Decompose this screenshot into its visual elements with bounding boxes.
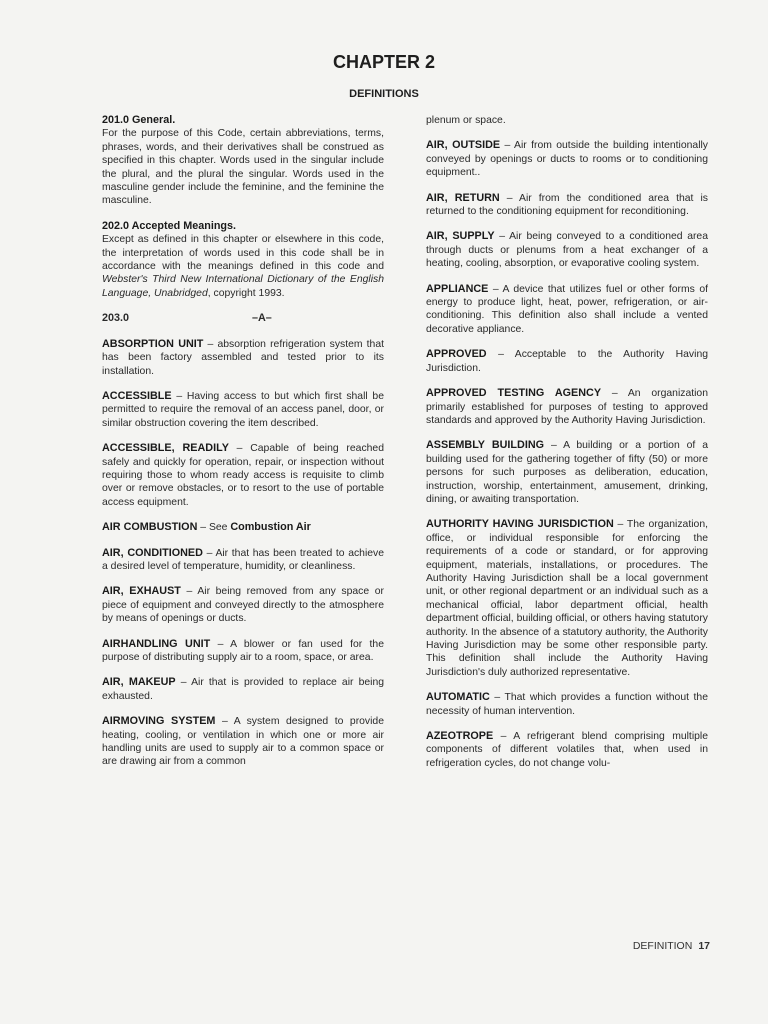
definition-air-outside: [426, 139, 708, 179]
definition-paragraph: [102, 676, 384, 703]
definition-term: AZEOTROPE: [426, 730, 494, 743]
definition-paragraph: [426, 518, 708, 679]
definition-authority-having-jurisdiction: [426, 518, 708, 679]
definition-text: The organization, office, or individual responsible for enforcing the requirements of a code or standard, or for approving equipment, materials, installations, or procedures. The Authority Having Jurisdiction shall be a local government unit, or other regional department or an individual such as a mechanical official, labor department official, health department official, building official, or others having statutory authority. In the absence of a statutory authority, the Authority Having Jurisdiction may be some other responsible party. This definition shall include the Authority Having Jurisdiction's duly authorized representative.: [426, 519, 708, 678]
accepted-meanings-text: [102, 233, 384, 300]
definition-accessible: [102, 390, 384, 430]
definition-paragraph: [426, 691, 708, 718]
chapter-title: CHAPTER 2: [332, 52, 435, 72]
definition-term: AIR, MAKEUP: [102, 676, 176, 689]
definition-paragraph: [102, 638, 384, 665]
definition-term: ACCESSIBLE, READILY: [102, 442, 229, 455]
term-separator: –: [171, 390, 187, 402]
term-separator: –: [203, 338, 218, 350]
definition-text: Air that is provided to replace air being exhausted.: [102, 677, 385, 702]
continuation-text: [426, 114, 708, 127]
general-heading: 201.0 General.: [102, 114, 176, 126]
definition-text: absorption refrigeration system that has been factory assembled and tested prior to its installation.: [102, 338, 384, 377]
continuation-paragraph: plenum or space.: [426, 115, 506, 126]
term-separator: –: [601, 388, 628, 400]
definition-term: AIR, OUTSIDE: [426, 139, 501, 152]
definition-air-return: [426, 192, 708, 219]
accepted-text-part: Except as defined in this chapter or elsewhere in this code, the interpretation of words used in this code shall be in accordance with the meanings defined in this code and: [102, 234, 384, 273]
definition-term: AIR, SUPPLY: [426, 230, 495, 243]
definition-text: Air being conveyed to a conditioned area through ducts or plenums from a heat exchanger of a heating, cooling, absorption, or evaporative cooling system.: [426, 231, 708, 270]
accepted-meanings-section: [102, 220, 384, 300]
definition-term: AIR, CONDITIONED: [102, 546, 203, 559]
definition-term: APPLIANCE: [426, 282, 489, 295]
term-separator: –: [486, 349, 515, 361]
term-separator: –: [197, 522, 209, 534]
definition-term: ABSORPTION UNIT: [102, 337, 204, 350]
definition-paragraph: [102, 585, 384, 625]
definition-term: AIRMOVING SYSTEM: [102, 715, 216, 728]
section-letter-row: [102, 312, 384, 325]
term-separator: –: [175, 677, 192, 689]
definition-paragraph: [102, 715, 384, 769]
definition-airmoving-system: [102, 715, 384, 769]
definition-text: That which provides a function without the necessity of human intervention.: [426, 692, 708, 717]
term-separator: –: [210, 638, 231, 650]
definition-air-makeup: [102, 676, 384, 703]
accepted-meanings-heading: 202.0 Accepted Meanings.: [102, 219, 237, 232]
term-separator: –: [488, 283, 503, 295]
definition-term: APPROVED TESTING AGENCY: [426, 387, 602, 400]
definition-text: A refrigerant blend comprising multiple components of different volatiles that, when used in refrigeration cycles, do not change volu-: [426, 731, 708, 769]
definition-paragraph: [426, 348, 708, 375]
definition-approved: [426, 348, 708, 375]
definition-text: Acceptable to the Authority Having Jurisdiction.: [426, 349, 708, 374]
definition-term: AUTOMATIC: [426, 691, 490, 704]
definition-paragraph: [426, 439, 708, 506]
definition-term: AIR, RETURN: [426, 191, 500, 204]
section-letter: –A–: [252, 312, 272, 325]
term-separator: –: [499, 192, 520, 204]
definition-text: A blower or fan used for the purpose of distributing supply air to a room, space, or area.: [102, 638, 384, 663]
term-separator: –: [489, 692, 505, 704]
definition-paragraph: [102, 338, 384, 378]
definition-paragraph: [426, 192, 708, 219]
page-footer: [560, 940, 710, 952]
definition-text: A device that utilizes fuel or other forms of energy to produce light, heat, power, refrigeration, or air-conditioning. This definition also shall include a vented decorative appliance.: [426, 283, 708, 335]
term-separator: –: [202, 547, 216, 559]
right-definition-list: [426, 139, 708, 770]
term-separator: –: [228, 443, 251, 455]
definition-paragraph: [102, 521, 384, 534]
left-column: [102, 114, 384, 781]
definition-term: AIR COMBUSTION: [102, 521, 198, 534]
term-separator: –: [215, 716, 234, 728]
definition-paragraph: [426, 730, 708, 770]
definition-accessible-readily: [102, 442, 384, 509]
definition-reference: Combustion Air: [230, 521, 311, 534]
definition-text: A system designed to provide heating, cooling, or ventilation in which one or more air handling units are used to supply air to a common space or are drawing air from a common: [102, 716, 384, 768]
general-section: [102, 114, 384, 208]
definition-automatic: [426, 691, 708, 718]
section-number: 203.0: [102, 312, 130, 325]
term-separator: –: [180, 586, 198, 598]
definition-appliance: [426, 283, 708, 337]
definition-term: APPROVED: [426, 348, 487, 361]
definition-paragraph: [102, 442, 384, 509]
definition-air-supply: [426, 230, 708, 270]
definition-paragraph: [426, 139, 708, 179]
definition-assembly-building: [426, 439, 708, 506]
definition-paragraph: [426, 283, 708, 337]
definition-text: Air from outside the building intentionally conveyed by openings or ducts to rooms or to conditioning equipment..: [426, 140, 709, 179]
definition-paragraph: [102, 390, 384, 430]
definition-paragraph: [102, 547, 384, 574]
definition-term: AUTHORITY HAVING JURISDICTION: [426, 518, 614, 531]
definition-text: Air being removed from any space or piece of equipment and conveyed directly to the atmosphere by means of openings or ducts.: [102, 586, 385, 625]
definition-absorption-unit: [102, 338, 384, 378]
definition-paragraph: [426, 387, 708, 427]
definition-air-combustion: [102, 521, 384, 534]
term-separator: –: [613, 519, 627, 531]
definition-text: Having access to but which first shall be permitted to require the removal of an access panel, door, or similar obstruction covering the item described.: [102, 390, 384, 429]
definition-azeotrope: [426, 730, 708, 770]
definition-text: Air that has been treated to achieve a desired level of temperature, humidity, or cleanliness.: [102, 547, 385, 572]
definition-air-exhaust: [102, 585, 384, 625]
definition-air-conditioned: [102, 547, 384, 574]
term-separator: –: [494, 231, 510, 243]
definition-term: ASSEMBLY BUILDING: [426, 439, 545, 452]
definition-text: A building or a portion of a building used for the gathering together of fifty (50) or more persons for such purposes as deliberation, education, instruction, worship, entertainment, amusement, drinking, dining, or awaiting transportation.: [426, 440, 709, 505]
definition-text: See: [208, 522, 231, 534]
dictionary-title: Webster's Third New International Dictionary of the English Language, Unabridged: [102, 274, 384, 299]
left-definition-list: [102, 338, 384, 769]
definition-text: Air from the conditioned area that is returned to the conditioning equipment for reconditioning.: [426, 192, 708, 218]
page-number: 17: [698, 940, 710, 952]
definition-term: AIRHANDLING UNIT: [102, 637, 211, 650]
general-text: For the purpose of this Code, certain abbreviations, terms, phrases, words, and their derivatives shall be construed as specified in this chapter. Words used in the singular include the plural, and the plural the singular. Words used in the masculine gender include the feminine, and the feminine the masculine.: [102, 128, 384, 207]
section-subtitle: DEFINITIONS: [349, 88, 419, 100]
accepted-text-end: , copyright 1993.: [207, 287, 285, 299]
definition-text: Capable of being reached safely and quickly for operation, repair, or inspection without requiring those to whom ready access is requisite to climb over or remove obstacles, or to resort to the use of portable access equipment.: [102, 443, 384, 508]
definition-term: AIR, EXHAUST: [102, 585, 181, 598]
definition-approved-testing-agency: [426, 387, 708, 427]
definition-airhandling-unit: [102, 638, 384, 665]
term-separator: –: [493, 731, 514, 743]
definition-paragraph: [426, 230, 708, 270]
definition-term: ACCESSIBLE: [102, 389, 172, 402]
right-column: [426, 114, 708, 782]
definition-text: An organization primarily established for purposes of testing to approved standards and approved by the Authority Having Jurisdiction.: [426, 388, 708, 426]
term-separator: –: [544, 440, 564, 452]
footer-label: DEFINITION: [632, 940, 693, 952]
term-separator: –: [500, 140, 515, 152]
